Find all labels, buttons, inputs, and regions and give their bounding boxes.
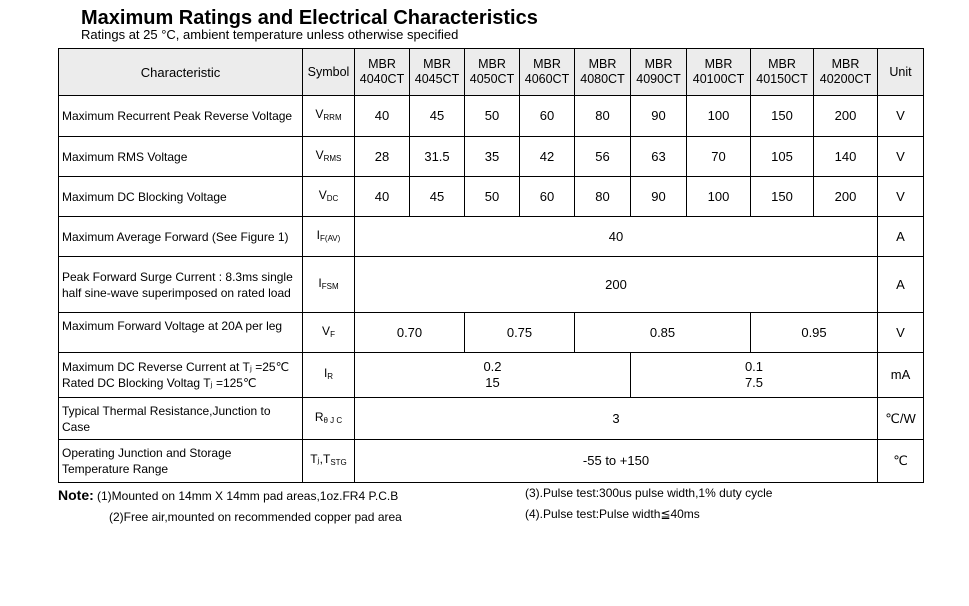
symbol-cell: $V_{RRM}$: [303, 96, 355, 137]
value-cell: 40: [355, 177, 410, 217]
header-model: MBR 4045CT: [410, 49, 465, 96]
value-cell: 80: [575, 177, 631, 217]
value-cell: 45: [410, 177, 465, 217]
value-cell-group: 0.95: [751, 313, 878, 353]
table-row: [59, 177, 924, 217]
note-item: (2)Free air,mounted on recommended copper pad area: [109, 510, 402, 524]
value-cell: 150: [751, 96, 814, 137]
unit-cell: ℃: [878, 440, 924, 483]
symbol-cell: $V_F$: [303, 313, 355, 353]
value-cell-group: 0.85: [575, 313, 751, 353]
value-cell: 50: [465, 177, 520, 217]
unit-cell: V: [878, 137, 924, 177]
characteristic-cell: Maximum Forward Voltage at 20A per leg: [59, 313, 303, 353]
unit-cell: V: [878, 177, 924, 217]
header-symbol: Symbol: [303, 49, 355, 96]
value-cell: 31.5: [410, 137, 465, 177]
unit-cell: A: [878, 257, 924, 313]
characteristic-cell: Maximum Average Forward (See Figure 1): [59, 217, 303, 257]
value-cell-group: 0.1 7.5: [631, 353, 878, 398]
table-row: [59, 96, 924, 137]
characteristic-cell: Peak Forward Surge Current : 8.3ms single half sine-wave superimposed on rated load: [59, 257, 303, 313]
symbol-cell: $I_R$: [303, 353, 355, 398]
table-row: [59, 353, 924, 398]
symbol-cell: $R_{\theta J C}$: [303, 398, 355, 440]
header-model: MBR 4050CT: [465, 49, 520, 96]
value-cell: 40: [355, 96, 410, 137]
header-model: MBR 4080CT: [575, 49, 631, 96]
table-row: [59, 313, 924, 353]
header-model: MBR 40100CT: [687, 49, 751, 96]
value-cell: 50: [465, 96, 520, 137]
value-cell: 90: [631, 96, 687, 137]
value-cell: 140: [814, 137, 878, 177]
header-characteristic: Characteristic: [59, 49, 303, 96]
value-cell: 90: [631, 177, 687, 217]
value-cell: 28: [355, 137, 410, 177]
characteristic-cell: Maximum RMS Voltage: [59, 137, 303, 177]
value-cell-group: 0.70: [355, 313, 465, 353]
unit-cell: A: [878, 217, 924, 257]
unit-cell: mA: [878, 353, 924, 398]
note-item: (1)Mounted on 14mm X 14mm pad areas,1oz.FR4 P.C.B: [97, 489, 399, 503]
header-model: MBR 4040CT: [355, 49, 410, 96]
value-cell: 200: [814, 96, 878, 137]
value-cell: 70: [687, 137, 751, 177]
note-item: (3).Pulse test:300us pulse width,1% duty cycle: [525, 486, 773, 500]
value-cell: 105: [751, 137, 814, 177]
symbol-cell: $I_{F(AV)}$: [303, 217, 355, 257]
characteristic-cell: Typical Thermal Resistance,Junction to Case: [59, 398, 303, 440]
note-item: (4).Pulse test:Pulse width≦40ms: [525, 507, 700, 521]
notes-label: Note:: [58, 487, 94, 503]
table-row: [59, 398, 924, 440]
unit-cell: V: [878, 313, 924, 353]
document-title: Maximum Ratings and Electrical Characteristics: [81, 7, 538, 29]
value-cell: 150: [751, 177, 814, 217]
value-cell: 100: [687, 96, 751, 137]
header-unit: Unit: [878, 49, 924, 96]
value-cell-merged: -55 to +150: [355, 440, 878, 483]
document-subtitle: Ratings at 25 °C, ambient temperature unless otherwise specified: [81, 27, 459, 42]
header-model: MBR 4060CT: [520, 49, 575, 96]
header-model: MBR 40200CT: [814, 49, 878, 96]
unit-cell: ℃/W: [878, 398, 924, 440]
value-cell: 63: [631, 137, 687, 177]
table-row: [59, 440, 924, 483]
value-cell-group: 0.2 15: [355, 353, 631, 398]
characteristic-cell: Maximum DC Reverse Current at Tⱼ =25℃ Rated DC Blocking Voltag Tⱼ =125℃: [59, 353, 303, 398]
characteristic-cell: Maximum DC Blocking Voltage: [59, 177, 303, 217]
symbol-cell: $Tⱼ,T_{STG}$: [303, 440, 355, 483]
value-cell: 56: [575, 137, 631, 177]
value-cell: 200: [814, 177, 878, 217]
value-cell-group: 0.75: [465, 313, 575, 353]
value-cell-merged: 40: [355, 217, 878, 257]
unit-cell: V: [878, 96, 924, 137]
symbol-cell: $V_{DC}$: [303, 177, 355, 217]
value-cell: 80: [575, 96, 631, 137]
value-cell: 100: [687, 177, 751, 217]
symbol-cell: $V_{RMS}$: [303, 137, 355, 177]
value-cell: 35: [465, 137, 520, 177]
value-cell: 42: [520, 137, 575, 177]
characteristic-cell: Operating Junction and Storage Temperature Range: [59, 440, 303, 483]
table-row: [59, 217, 924, 257]
header-row: [59, 49, 924, 96]
value-cell-merged: 200: [355, 257, 878, 313]
value-cell: 60: [520, 177, 575, 217]
header-model: MBR 4090CT: [631, 49, 687, 96]
symbol-cell: $I_{FSM}$: [303, 257, 355, 313]
value-cell-merged: 3: [355, 398, 878, 440]
ratings-table: [58, 48, 924, 483]
characteristic-cell: Maximum Recurrent Peak Reverse Voltage: [59, 96, 303, 137]
value-cell: 45: [410, 96, 465, 137]
table-row: [59, 137, 924, 177]
table-row: [59, 257, 924, 313]
value-cell: 60: [520, 96, 575, 137]
header-model: MBR 40150CT: [751, 49, 814, 96]
notes-section: [58, 486, 923, 536]
